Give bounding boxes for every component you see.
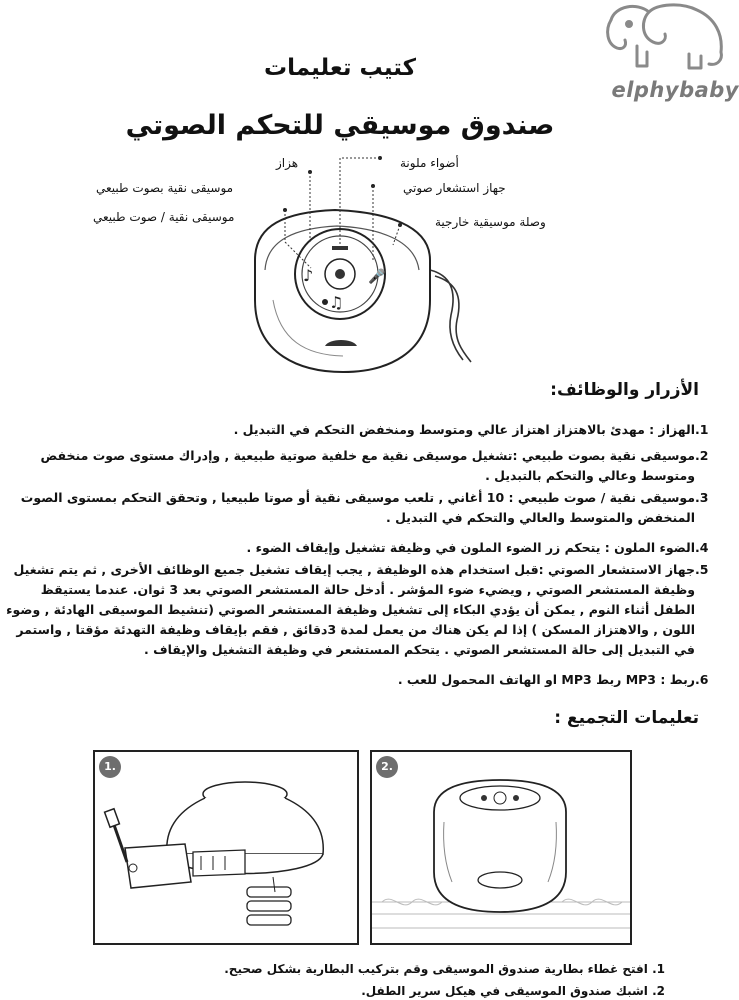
assembly-step-2-num: 2. — [652, 984, 665, 998]
brand-name: elphybaby — [611, 78, 739, 102]
label-vibration: هزاز — [276, 156, 299, 170]
function-item-number: 6. — [695, 672, 709, 687]
function-item — [247, 538, 719, 558]
step-badge-1: 1. — [99, 756, 121, 778]
function-item-line: الطفل أثناء النوم , يمكن أن يؤدي البكاء إلى تشغيل وظيفة المستشعر الصوتي (تنشيط الموسيقى الهادئة , وضوء — [6, 602, 695, 617]
assembly-step-1 — [224, 962, 665, 976]
assembly-step-1-num: 1. — [652, 962, 665, 976]
assembly-step-2-text: اشبك صندوق الموسيقى في هيكل سرير الطفل. — [361, 984, 648, 998]
function-item-line: ومتوسط وعالي والتحكم بالتبديل . — [485, 468, 695, 483]
function-item-line: ربط : MP3 ربط MP3 او الهاتف المحمول للعب . — [397, 672, 695, 687]
svg-text:♪: ♪ — [303, 266, 314, 285]
page-title: كتيب تعليمات — [263, 55, 417, 81]
svg-text:♫: ♫ — [329, 293, 344, 312]
function-item-line: موسيقى نقية / صوت طبيعي : 10 أغاني , تلعب موسيقى نقية أو صوتا طبيعيا , وتحقق التحكم بمستوى الصوت — [20, 490, 695, 505]
function-item-number: 1. — [695, 422, 709, 437]
function-item-number: 2. — [695, 448, 709, 463]
assembly-step-1-text: افتح غطاء بطارية صندوق الموسيقى وقم بتركيب البطارية بشكل صحيح. — [224, 962, 648, 976]
function-item-number: 4. — [695, 540, 709, 555]
functions-heading: الأزرار والوظائف: — [550, 380, 699, 400]
function-item-line: جهاز الاستشعار الصوتي :قبل استخدام هذه الوظيفة , يجب إيقاف تشغيل جميع الوظائف الأخرى , ثم يتم تشغيل — [13, 562, 695, 577]
step-badge-2: 2. — [376, 756, 398, 778]
function-item-line: الهزاز : مهدئ بالاهتزاز اهتزاز عالي ومتوسط ومنخفض التحكم في التبديل . — [233, 422, 695, 437]
label-external-music-jack: وصلة موسيقية خارجية — [435, 215, 546, 229]
function-item-line: اللون , والاهتزاز المسكن ) إذا لم يكن هناك من يعمل لمدة 3دقائق , فقم بإيقاف وظيفة التهدئة مؤقتا , واستمر — [16, 622, 695, 637]
function-item-line: الضوء الملون : يتحكم زر الضوء الملون في وظيفة تشغيل وإيقاف الضوء . — [246, 540, 695, 555]
label-music-natural-sound: موسيقى نقية بصوت طبيعي — [96, 181, 234, 195]
function-item — [21, 488, 719, 528]
function-item — [40, 446, 719, 486]
function-item-number: 3. — [695, 490, 709, 505]
function-item — [234, 420, 719, 440]
label-music-natural-sound-alt: موسيقى نقية / صوت طبيعي — [93, 210, 235, 224]
assembly-panel-2 — [370, 750, 632, 945]
function-item-line: المنخفض والمتوسط والعالي والتحكم في التبديل . — [386, 510, 695, 525]
assembly-panel-1 — [93, 750, 359, 945]
function-item-line: موسيقى نقية بصوت طبيعي :تشغيل موسيقى نقية مع خلفية صوتية طبيعية , وإدراك مستوى صوت منخفض — [40, 448, 695, 463]
crib-attach-illustration — [372, 752, 630, 943]
assembly-heading: تعليمات التجميع : — [554, 708, 699, 728]
function-item-line: في التبديل إلى حالة المستشعر الصوتي . يتحكم المستشعر في وظيفة التشغيل والإيقاف . — [143, 642, 695, 657]
label-colored-lights: أضواء ملونة — [400, 156, 459, 170]
page-subtitle: صندوق موسيقي للتحكم الصوتي — [125, 110, 555, 141]
svg-text:🎤: 🎤 — [368, 269, 386, 285]
battery-install-illustration — [95, 752, 357, 943]
function-item — [398, 670, 719, 690]
function-item-number: 5. — [695, 562, 709, 577]
function-item-line: وظيفة المستشعر الصوتي , ويضيء ضوء المؤشر . أدخل حالة المستشعر الصوتي بعد 3 ثوان. عندما يستيقظ — [40, 582, 695, 597]
label-voice-sensor: جهاز استشعار صوتي — [403, 181, 506, 195]
function-item — [6, 560, 719, 660]
assembly-step-2 — [361, 984, 665, 998]
